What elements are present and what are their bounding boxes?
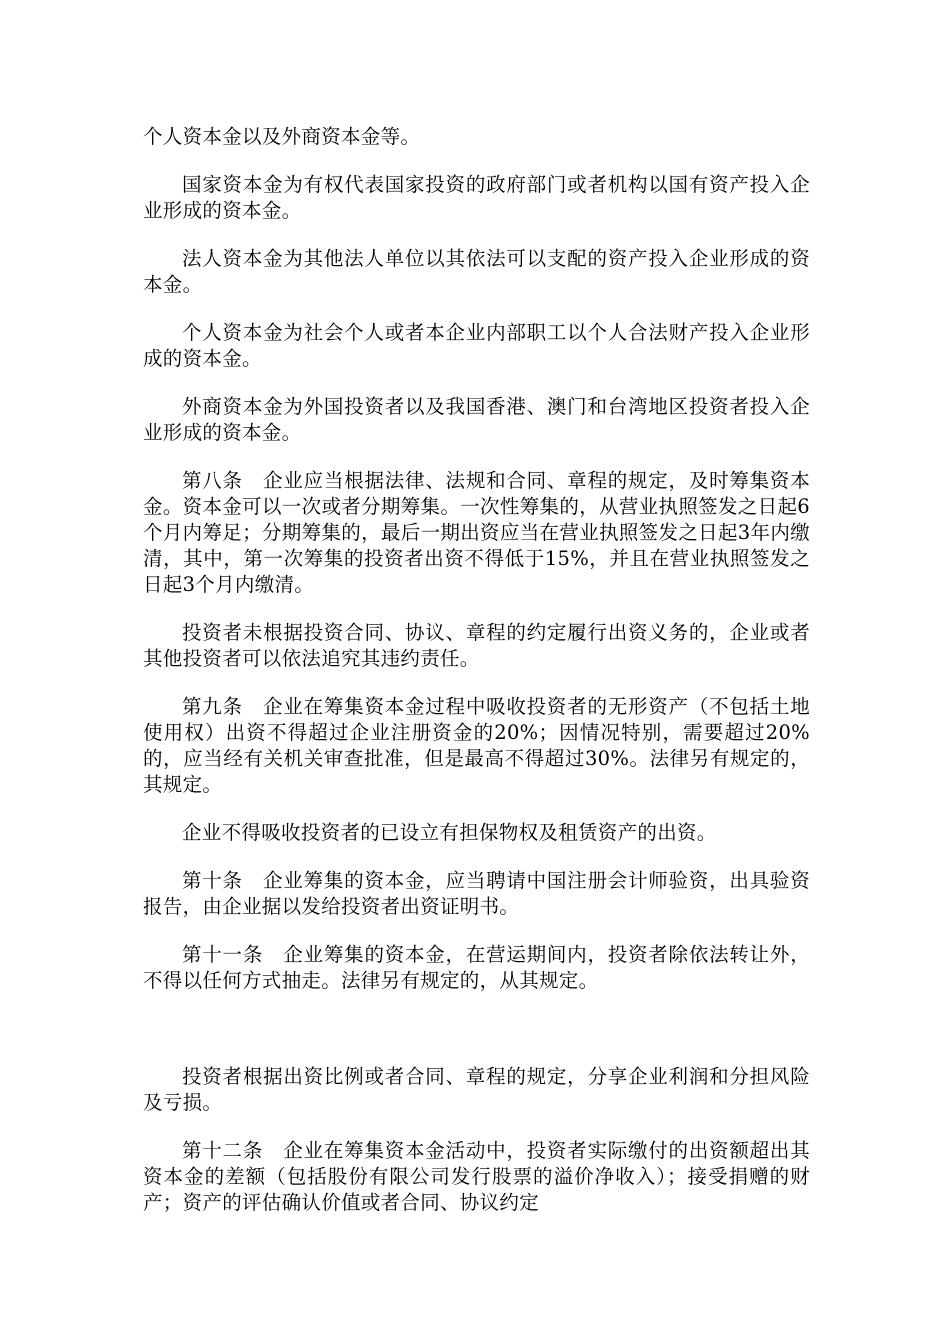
document-body	[143, 124, 810, 1238]
section-gap	[143, 1016, 810, 1064]
paragraph: 投资者未根据投资合同、协议、章程的约定履行出资义务的，企业或者其他投资者可以依法追究其违约责任。	[143, 621, 810, 670]
paragraph-article-11: 第十一条 企业筹集的资本金，在营运期间内，投资者除依法转让外，不得以任何方式抽走。法律另有规定的，从其规定。	[143, 943, 810, 992]
paragraph-article-10: 第十条 企业筹集的资本金，应当聘请中国注册会计师验资，出具验资报告，由企业据以发给投资者出资证明书。	[143, 869, 810, 918]
paragraph: 国家资本金为有权代表国家投资的政府部门或者机构以国有资产投入企业形成的资本金。	[143, 173, 810, 222]
paragraph-article-9: 第九条 企业在筹集资本金过程中吸收投资者的无形资产（不包括土地使用权）出资不得超过企业注册资金的20%；因情况特别，需要超过20%的，应当经有关机关审查批准，但是最高不得超过30%。法律另有规定的，其规定。	[143, 695, 810, 796]
paragraph: 企业不得吸收投资者的已设立有担保物权及租赁资产的出资。	[182, 821, 717, 844]
paragraph: 外商资本金为外国投资者以及我国香港、澳门和台湾地区投资者投入企业形成的资本金。	[143, 395, 810, 444]
paragraph: 投资者根据出资比例或者合同、章程的规定，分享企业利润和分担风险及亏损。	[143, 1065, 810, 1114]
paragraph: 法人资本金为其他法人单位以其依法可以支配的资产投入企业形成的资本金。	[143, 247, 810, 296]
paragraph: 个人资本金以及外商资本金等。	[143, 125, 421, 148]
paragraph: 个人资本金为社会个人或者本企业内部职工以个人合法财产投入企业形成的资本金。	[143, 321, 810, 370]
paragraph-article-8: 第八条 企业应当根据法律、法规和合同、章程的规定，及时筹集资本金。资本金可以一次或者分期筹集。一次性筹集的，从营业执照签发之日起6个月内筹足；分期筹集的，最后一期出资应当在营业执照签发之日起3年内缴清，其中，第一次筹集的投资者出资不得低于15%，并且在营业执照签发之日起3个月内缴清。	[143, 469, 810, 596]
paragraph-article-12: 第十二条 企业在筹集资本金活动中，投资者实际缴付的出资额超出其资本金的差额（包括股份有限公司发行股票的溢价净收入）；接受捐赠的财产；资产的评估确认价值或者合同、协议约定	[143, 1139, 810, 1214]
